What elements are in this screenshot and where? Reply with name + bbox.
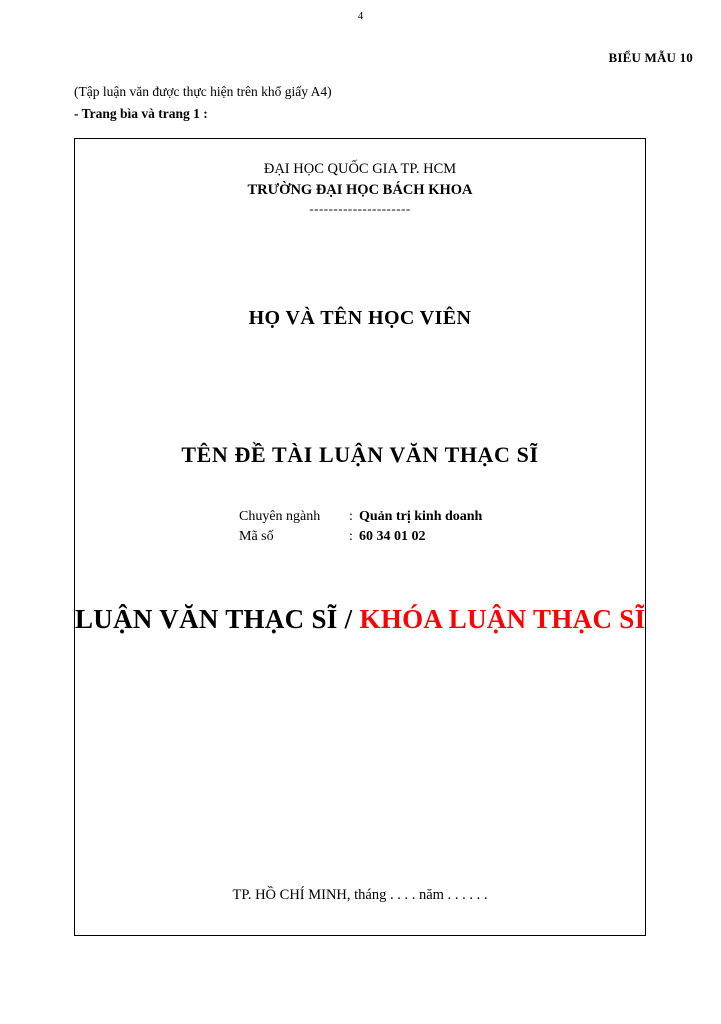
place-and-date: TP. HỒ CHÍ MINH, tháng . . . . năm . . . . . .	[232, 887, 488, 903]
form-code-label: BIỂU MẪU 10	[608, 50, 693, 65]
page-number: 4	[357, 10, 364, 22]
major-label: Chuyên ngành	[239, 509, 321, 524]
thesis-cover-box	[74, 138, 646, 936]
thesis-meta-block	[239, 507, 482, 548]
student-name-placeholder: HỌ VÀ TÊN HỌC VIÊN	[248, 307, 472, 329]
divider: ---------------------	[309, 201, 411, 216]
note-cover-page: - Trang bìa và trang 1 :	[74, 106, 208, 121]
major-colon: :	[349, 509, 353, 524]
meta-row-code	[239, 527, 482, 547]
major-value: Quản trị kinh doanh	[359, 509, 483, 524]
university-system-name: ĐẠI HỌC QUỐC GIA TP. HCM	[263, 161, 457, 177]
meta-row-major	[239, 507, 482, 527]
code-label: Mã số	[239, 529, 274, 545]
note-paper-size: (Tập luận văn được thực hiện trên khổ giấy A4)	[74, 84, 332, 99]
degree-type-coursework: KHÓA LUẬN THẠC SĨ	[359, 604, 646, 634]
university-name: TRƯỜNG ĐẠI HỌC BÁCH KHOA	[247, 182, 473, 198]
thesis-title-placeholder: TÊN ĐỀ TÀI LUẬN VĂN THẠC SĨ	[181, 442, 539, 467]
cover-inner	[75, 139, 645, 935]
degree-type-line	[75, 604, 645, 635]
code-value: 60 34 01 02	[359, 529, 426, 545]
degree-type-thesis: LUẬN VĂN THẠC SĨ /	[75, 604, 360, 634]
code-colon: :	[349, 529, 353, 545]
